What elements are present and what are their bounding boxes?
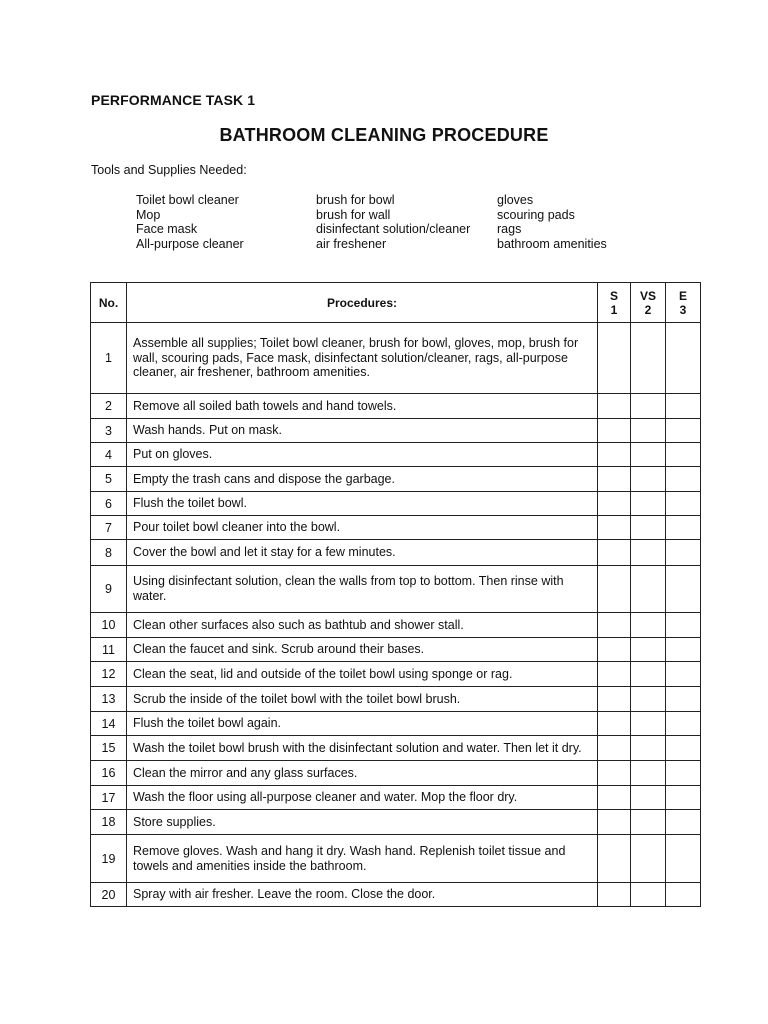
- step-number: 20: [91, 883, 127, 907]
- header-score-vs-letter: VS: [639, 288, 656, 303]
- step-number: 1: [91, 323, 127, 394]
- step-number: 4: [91, 443, 127, 467]
- score-cell-s[interactable]: [598, 712, 631, 736]
- step-number: 2: [91, 394, 127, 419]
- score-cell-e[interactable]: [666, 467, 701, 492]
- score-cell-e[interactable]: [666, 687, 701, 712]
- table-row: [91, 443, 701, 467]
- step-number: 6: [91, 492, 127, 516]
- score-cell-s[interactable]: [598, 613, 631, 638]
- table-row: [91, 516, 701, 540]
- tools-heading: Tools and Supplies Needed:: [91, 163, 247, 177]
- score-cell-s[interactable]: [598, 761, 631, 786]
- step-text: Clean the mirror and any glass surfaces.: [127, 761, 598, 786]
- supply-item: brush for bowl: [316, 193, 395, 207]
- table-row: [91, 786, 701, 810]
- supply-item: brush for wall: [316, 207, 391, 222]
- step-number: 12: [91, 662, 127, 687]
- score-cell-vs[interactable]: [631, 810, 666, 835]
- score-cell-vs[interactable]: [631, 712, 666, 736]
- header-score-vs-value: 2: [644, 302, 652, 317]
- score-cell-vs[interactable]: [631, 516, 666, 540]
- table-row: [91, 662, 701, 687]
- score-cell-vs[interactable]: [631, 323, 666, 394]
- supplies-list: [136, 193, 657, 252]
- score-cell-vs[interactable]: [631, 883, 666, 907]
- procedure-rows: [91, 323, 701, 907]
- step-number: 10: [91, 613, 127, 638]
- procedure-table: [90, 282, 701, 907]
- score-cell-e[interactable]: [666, 516, 701, 540]
- score-cell-s[interactable]: [598, 662, 631, 687]
- step-text: Using disinfectant solution, clean the walls from top to bottom. Then rinse with water.: [127, 566, 598, 613]
- score-cell-e[interactable]: [666, 492, 701, 516]
- score-cell-s[interactable]: [598, 540, 631, 566]
- table-row: [91, 810, 701, 835]
- score-cell-vs[interactable]: [631, 687, 666, 712]
- header-score-e-letter: E: [678, 288, 687, 303]
- score-cell-vs[interactable]: [631, 540, 666, 566]
- table-row: [91, 638, 701, 662]
- header-score-s-value: 1: [610, 302, 618, 317]
- score-cell-e[interactable]: [666, 712, 701, 736]
- score-cell-s[interactable]: [598, 419, 631, 443]
- step-text: Pour toilet bowl cleaner into the bowl.: [127, 516, 598, 540]
- score-cell-vs[interactable]: [631, 638, 666, 662]
- supplies-column-2: [316, 193, 497, 252]
- score-cell-s[interactable]: [598, 492, 631, 516]
- table-header-row: [91, 283, 701, 323]
- step-number: 16: [91, 761, 127, 786]
- score-cell-e[interactable]: [666, 394, 701, 419]
- table-row: [91, 687, 701, 712]
- step-text: Wash hands. Put on mask.: [127, 419, 598, 443]
- step-text: Remove all soiled bath towels and hand towels.: [127, 394, 598, 419]
- score-cell-vs[interactable]: [631, 394, 666, 419]
- step-number: 15: [91, 736, 127, 761]
- score-cell-e[interactable]: [666, 638, 701, 662]
- score-cell-s[interactable]: [598, 467, 631, 492]
- table-row: [91, 736, 701, 761]
- step-text: Remove gloves. Wash and hang it dry. Wash hand. Replenish toilet tissue and towels and amenities inside the bathroom.: [127, 835, 598, 883]
- step-number: 11: [91, 638, 127, 662]
- table-row: [91, 566, 701, 613]
- score-cell-e[interactable]: [666, 566, 701, 613]
- task-label: PERFORMANCE TASK 1: [91, 92, 256, 108]
- score-cell-s[interactable]: [598, 736, 631, 761]
- supply-item: Face mask: [136, 222, 198, 237]
- score-cell-e[interactable]: [666, 835, 701, 883]
- score-cell-e[interactable]: [666, 810, 701, 835]
- step-text: Flush the toilet bowl again.: [127, 712, 598, 736]
- score-cell-s[interactable]: [598, 835, 631, 883]
- score-cell-s[interactable]: [598, 323, 631, 394]
- step-text: Store supplies.: [127, 810, 598, 835]
- step-text: Wash the toilet bowl brush with the disinfectant solution and water. Then let it dry.: [127, 736, 598, 761]
- step-number: 5: [91, 467, 127, 492]
- score-cell-s[interactable]: [598, 394, 631, 419]
- score-cell-vs[interactable]: [631, 835, 666, 883]
- score-cell-s[interactable]: [598, 638, 631, 662]
- table-row: [91, 540, 701, 566]
- step-text: Clean the faucet and sink. Scrub around their bases.: [127, 638, 598, 662]
- score-cell-vs[interactable]: [631, 566, 666, 613]
- score-cell-e[interactable]: [666, 883, 701, 907]
- header-score-e-value: 3: [679, 302, 687, 317]
- score-cell-vs[interactable]: [631, 492, 666, 516]
- step-text: Wash the floor using all-purpose cleaner and water. Mop the floor dry.: [127, 786, 598, 810]
- step-number: 18: [91, 810, 127, 835]
- step-number: 14: [91, 712, 127, 736]
- table-row: [91, 761, 701, 786]
- score-cell-s[interactable]: [598, 566, 631, 613]
- step-number: 17: [91, 786, 127, 810]
- supply-item: disinfectant solution/cleaner: [316, 222, 471, 237]
- score-cell-s[interactable]: [598, 443, 631, 467]
- table-row: [91, 419, 701, 443]
- header-score-e: [666, 283, 701, 323]
- header-score-s-letter: S: [609, 288, 618, 303]
- step-text: Clean other surfaces also such as bathtub and shower stall.: [127, 613, 598, 638]
- supply-item: All-purpose cleaner: [136, 237, 244, 252]
- step-text: Spray with air fresher. Leave the room. Close the door.: [127, 883, 598, 907]
- score-cell-e[interactable]: [666, 540, 701, 566]
- table-row: [91, 492, 701, 516]
- supply-item: bathroom amenities: [497, 237, 607, 252]
- score-cell-s[interactable]: [598, 786, 631, 810]
- score-cell-vs[interactable]: [631, 419, 666, 443]
- header-score-vs: [631, 283, 666, 323]
- step-text: Assemble all supplies; Toilet bowl cleaner, brush for bowl, gloves, mop, brush for wall, scouring pads, Face mask, disinfectant solution/cleaner, rags, all-purpose cleaner, air freshener, bathroom amenities.: [127, 323, 598, 394]
- table-row: [91, 883, 701, 907]
- step-number: 8: [91, 540, 127, 566]
- supply-item: Toilet bowl cleaner: [136, 193, 239, 207]
- score-cell-vs[interactable]: [631, 467, 666, 492]
- score-cell-s[interactable]: [598, 883, 631, 907]
- score-cell-e[interactable]: [666, 786, 701, 810]
- supply-item: gloves: [497, 193, 534, 207]
- supplies-column-3: [497, 193, 657, 252]
- step-number: 19: [91, 835, 127, 883]
- supplies-column-1: [136, 193, 316, 252]
- score-cell-vs[interactable]: [631, 443, 666, 467]
- header-procedures: Procedures:: [127, 283, 598, 323]
- score-cell-e[interactable]: [666, 613, 701, 638]
- supply-item: rags: [497, 222, 522, 237]
- header-no: No.: [91, 283, 127, 323]
- step-number: 13: [91, 687, 127, 712]
- score-cell-vs[interactable]: [631, 761, 666, 786]
- score-cell-vs[interactable]: [631, 662, 666, 687]
- table-row: [91, 712, 701, 736]
- score-cell-vs[interactable]: [631, 786, 666, 810]
- score-cell-vs[interactable]: [631, 613, 666, 638]
- score-cell-e[interactable]: [666, 736, 701, 761]
- step-text: Scrub the inside of the toilet bowl with the toilet bowl brush.: [127, 687, 598, 712]
- step-number: 3: [91, 419, 127, 443]
- supply-item: Mop: [136, 207, 161, 222]
- supply-item: air freshener: [316, 237, 387, 252]
- score-cell-e[interactable]: [666, 443, 701, 467]
- step-text: Flush the toilet bowl.: [127, 492, 598, 516]
- score-cell-e[interactable]: [666, 419, 701, 443]
- table-row: [91, 323, 701, 394]
- supply-item: scouring pads: [497, 207, 575, 222]
- step-number: 9: [91, 566, 127, 613]
- table-row: [91, 394, 701, 419]
- score-cell-e[interactable]: [666, 761, 701, 786]
- step-number: 7: [91, 516, 127, 540]
- score-cell-s[interactable]: [598, 687, 631, 712]
- score-cell-s[interactable]: [598, 516, 631, 540]
- score-cell-e[interactable]: [666, 323, 701, 394]
- step-text: Empty the trash cans and dispose the garbage.: [127, 467, 598, 492]
- step-text: Put on gloves.: [127, 443, 598, 467]
- step-text: Cover the bowl and let it stay for a few minutes.: [127, 540, 598, 566]
- step-text: Clean the seat, lid and outside of the toilet bowl using sponge or rag.: [127, 662, 598, 687]
- score-cell-vs[interactable]: [631, 736, 666, 761]
- table-row: [91, 467, 701, 492]
- score-cell-s[interactable]: [598, 810, 631, 835]
- score-cell-e[interactable]: [666, 662, 701, 687]
- page-title: BATHROOM CLEANING PROCEDURE: [219, 125, 549, 145]
- table-row: [91, 835, 701, 883]
- table-row: [91, 613, 701, 638]
- header-score-s: [598, 283, 631, 323]
